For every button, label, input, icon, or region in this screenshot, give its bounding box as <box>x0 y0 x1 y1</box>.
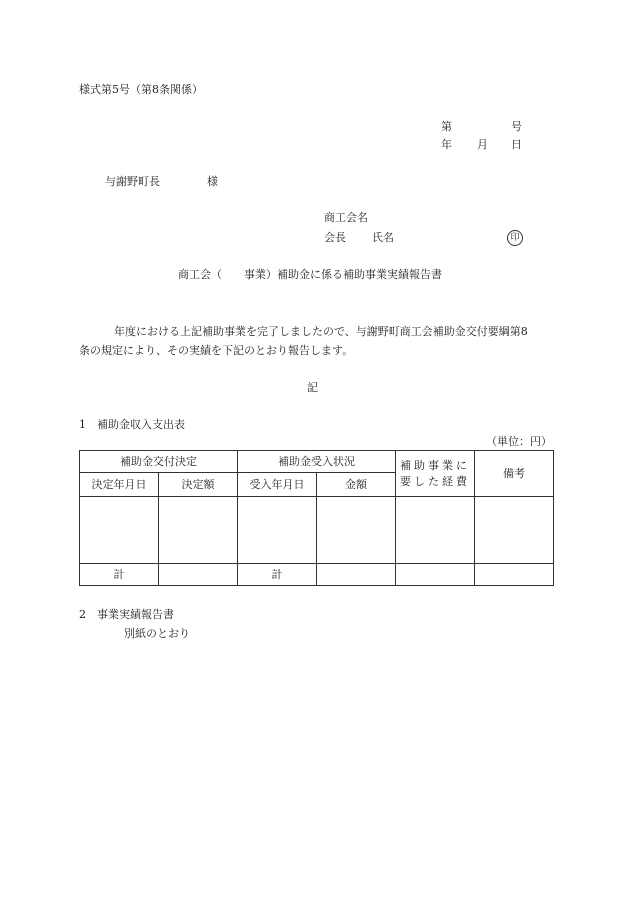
sender-org-label: 商工会名 <box>324 211 368 224</box>
date-month-label: 月 <box>477 138 488 151</box>
seal-mark-icon: 印 <box>507 230 523 246</box>
header-amount: 金額 <box>317 473 396 497</box>
ref-number-suffix: 号 <box>511 120 522 133</box>
total-decision-amount <box>159 564 238 586</box>
total-label-decision: 計 <box>80 564 159 586</box>
section-1-title: 1 補助金収入支出表 <box>79 418 185 431</box>
form-number-label: 様式第5号（第8条関係） <box>79 83 203 96</box>
ref-number-prefix: 第 <box>441 120 452 133</box>
header-project-expenses-line-2: 要した経費 <box>400 474 470 488</box>
header-subsidy-receipt: 補助金受入状況 <box>238 451 396 473</box>
cell-decision-date <box>80 497 159 564</box>
addressee-name: 与謝野町長 <box>105 175 160 188</box>
total-project-expenses <box>396 564 475 586</box>
date-year-label: 年 <box>441 138 452 151</box>
total-label-receipt: 計 <box>238 564 317 586</box>
total-amount <box>317 564 396 586</box>
section-2-title: 2 事業実績報告書 <box>79 608 174 621</box>
sender-name-label: 氏名 <box>372 231 394 244</box>
body-text-line-1: 年度における上記補助事業を完了しましたので、与謝野町商工会補助金交付要綱第8 <box>114 325 528 338</box>
body-text-line-2: 条の規定により、その実績を下記のとおり報告します。 <box>79 344 354 357</box>
cell-remarks <box>475 497 554 564</box>
cell-decision-amount <box>159 497 238 564</box>
table-total-row <box>80 564 554 586</box>
header-remarks: 備考 <box>475 451 554 497</box>
header-project-expenses <box>396 451 475 497</box>
section-2-body: 別紙のとおり <box>124 627 190 640</box>
unit-note: （単位：円） <box>486 435 552 448</box>
ki-heading: 記 <box>307 381 318 394</box>
addressee-honorific: 様 <box>207 175 218 188</box>
cell-project-expenses <box>396 497 475 564</box>
document-title: 商工会（ 事業）補助金に係る補助事業実績報告書 <box>178 268 442 281</box>
subsidy-income-expense-table <box>79 450 554 586</box>
cell-amount <box>317 497 396 564</box>
table-header-row-1 <box>80 451 554 473</box>
header-decision-amount: 決定額 <box>159 473 238 497</box>
header-receipt-date: 受入年月日 <box>238 473 317 497</box>
header-decision-date: 決定年月日 <box>80 473 159 497</box>
date-day-label: 日 <box>511 138 522 151</box>
header-subsidy-decision: 補助金交付決定 <box>80 451 238 473</box>
cell-receipt-date <box>238 497 317 564</box>
header-project-expenses-line-1: 補助事業に <box>400 458 470 472</box>
total-remarks <box>475 564 554 586</box>
table-row <box>80 497 554 564</box>
sender-title: 会長 <box>324 231 346 244</box>
